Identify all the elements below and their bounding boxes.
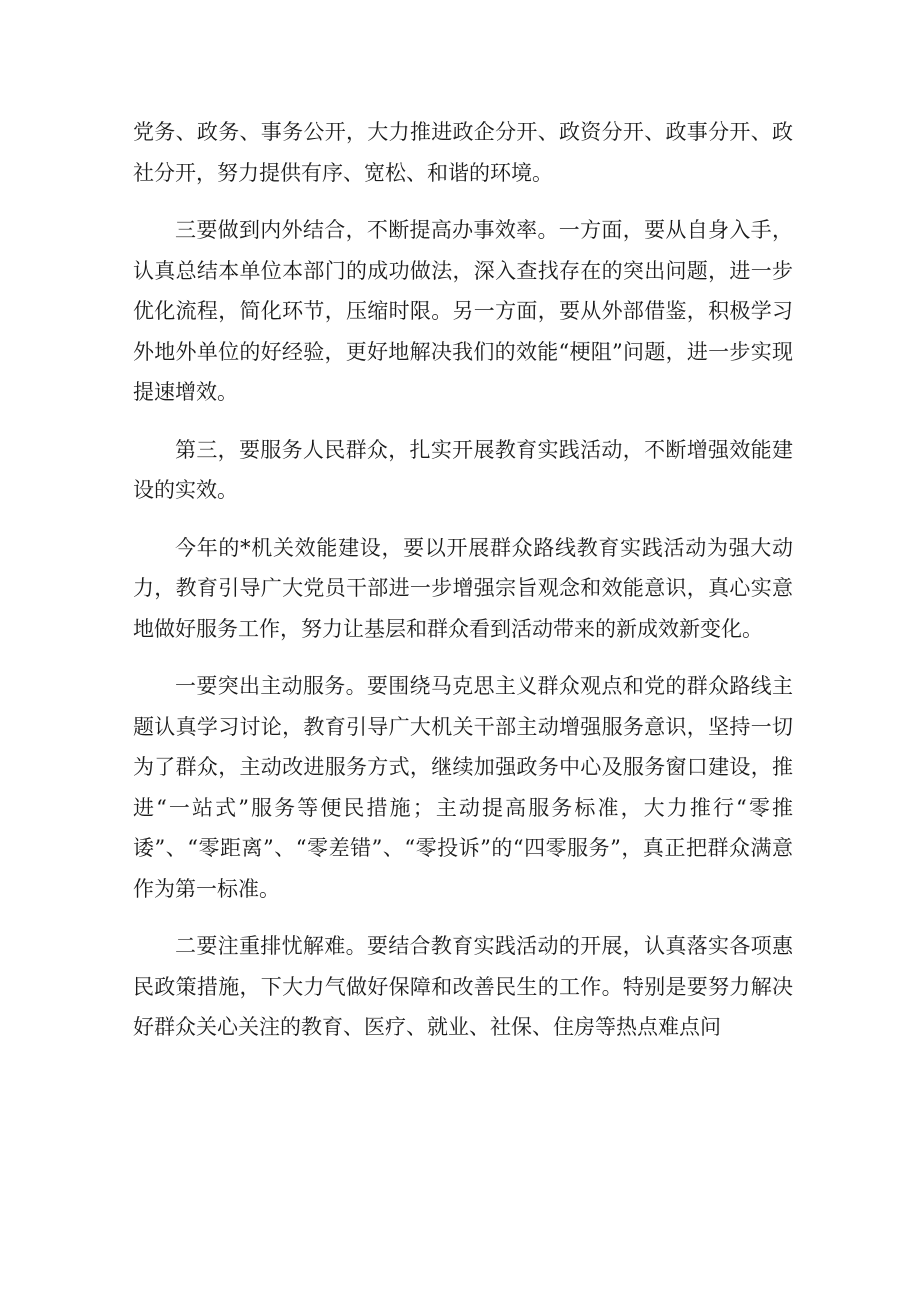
- paragraph-solve-problems: 二要注重排忧解难。要结合教育实践活动的开展，认真落实各项惠民政策措施，下大力气做好保障和改善民生的工作。特别是要努力解决好群众关心关注的教育、医疗、就业、社保、住房等热点难点问: [133, 934, 793, 1039]
- paragraph-continued: 党务、政务、事务公开，大力推进政企分开、政资分开、政事分开、政社分开，努力提供有序、宽松、和谐的环境。: [133, 120, 793, 185]
- paragraph-inside-outside: 三要做到内外结合，不断提高办事效率。一方面，要从自身入手，认真总结本单位本部门的成功做法，深入查找存在的突出问题，进一步优化流程，简化环节，压缩时限。另一方面，要从外部借鉴，积极学习外地外单位的好经验，更好地解决我们的效能“梗阻”问题，进一步实现提速增效。: [133, 218, 793, 404]
- paragraph-this-year: 今年的*机关效能建设，要以开展群众路线教育实践活动为强大动力，教育引导广大党员干部进一步增强宗旨观念和效能意识，真心实意地做好服务工作，努力让基层和群众看到活动带来的新成效新变化。: [133, 535, 793, 641]
- paragraph-active-service: 一要突出主动服务。要围绕马克思主义群众观点和党的群众路线主题认真学习讨论，教育引导广大机关干部主动增强服务意识，坚持一切为了群众，主动改进服务方式，继续加强政务中心及服务窗口建设，推进“一站式”服务等便民措施；主动提高服务标准，大力推行“零推诿”、“零距离”、“零差错”、“零投诉”的“四零服务”，真正把群众满意作为第一标准。: [133, 674, 793, 901]
- paragraph-third-point: 第三，要服务人民群众，扎实开展教育实践活动，不断增强效能建设的实效。: [133, 437, 793, 502]
- document-body: [133, 112, 793, 1065]
